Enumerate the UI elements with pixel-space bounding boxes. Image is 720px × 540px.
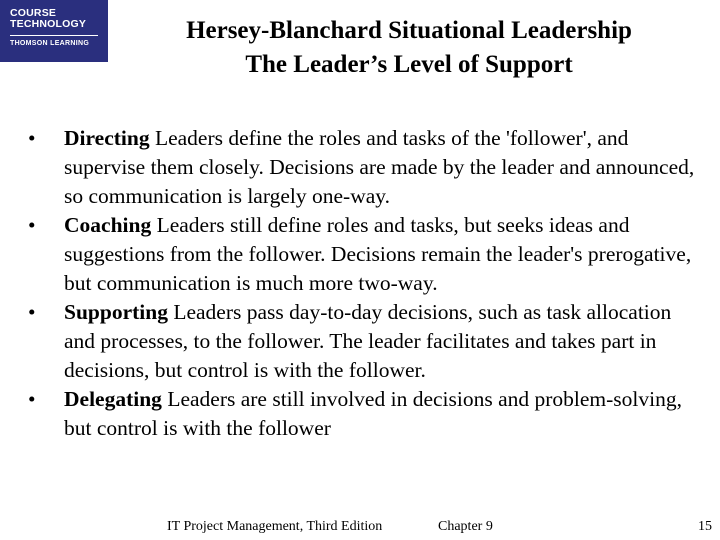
footer-page-number: 15 <box>698 519 712 534</box>
footer-book-title: IT Project Management, Third Edition <box>167 519 383 534</box>
logo-line-course: COURSE <box>10 7 57 19</box>
bullet-text: Leaders pass day-to-day decisions, such as task allocation and processes, to the follower. The leader facilitates and takes part in decisions, but control is with the follower. <box>64 300 672 382</box>
bullet-item-delegating <box>28 385 700 443</box>
bullet-dot-icon: • <box>28 213 36 237</box>
bullet-term: Supporting <box>64 300 168 324</box>
bullet-list <box>28 124 700 443</box>
bullet-item-coaching <box>28 211 700 298</box>
slide-title-line-2: The Leader’s Level of Support <box>245 51 573 78</box>
footer-chapter: Chapter 9 <box>438 519 493 534</box>
logo-line-technology: TECHNOLOGY <box>10 18 87 30</box>
bullet-text: Leaders define the roles and tasks of the 'follower', and supervise them closely. Decisions are made by the leader and announced, so communication is largely one-way. <box>64 126 695 208</box>
slide-title-line-1: Hersey-Blanchard Situational Leadership <box>186 17 632 44</box>
bullet-item-supporting <box>28 298 700 385</box>
course-technology-logo <box>0 0 108 62</box>
bullet-term: Coaching <box>64 213 152 237</box>
bullet-dot-icon: • <box>28 126 36 150</box>
bullet-term: Directing <box>64 126 150 150</box>
slide-title <box>118 14 700 82</box>
bullet-item-directing <box>28 124 700 211</box>
bullet-text: Leaders still define roles and tasks, but seeks ideas and suggestions from the follower. Decisions remain the leader's prerogative, but communication is much more two-way. <box>64 213 692 295</box>
bullet-term: Delegating <box>64 387 162 411</box>
bullet-text: Leaders are still involved in decisions and problem-solving, but control is with the follower <box>64 387 683 440</box>
logo-line-thomson: THOMSON LEARNING <box>10 40 90 47</box>
bullet-dot-icon: • <box>28 300 36 324</box>
logo-divider <box>10 35 98 36</box>
bullet-dot-icon: • <box>28 387 36 411</box>
